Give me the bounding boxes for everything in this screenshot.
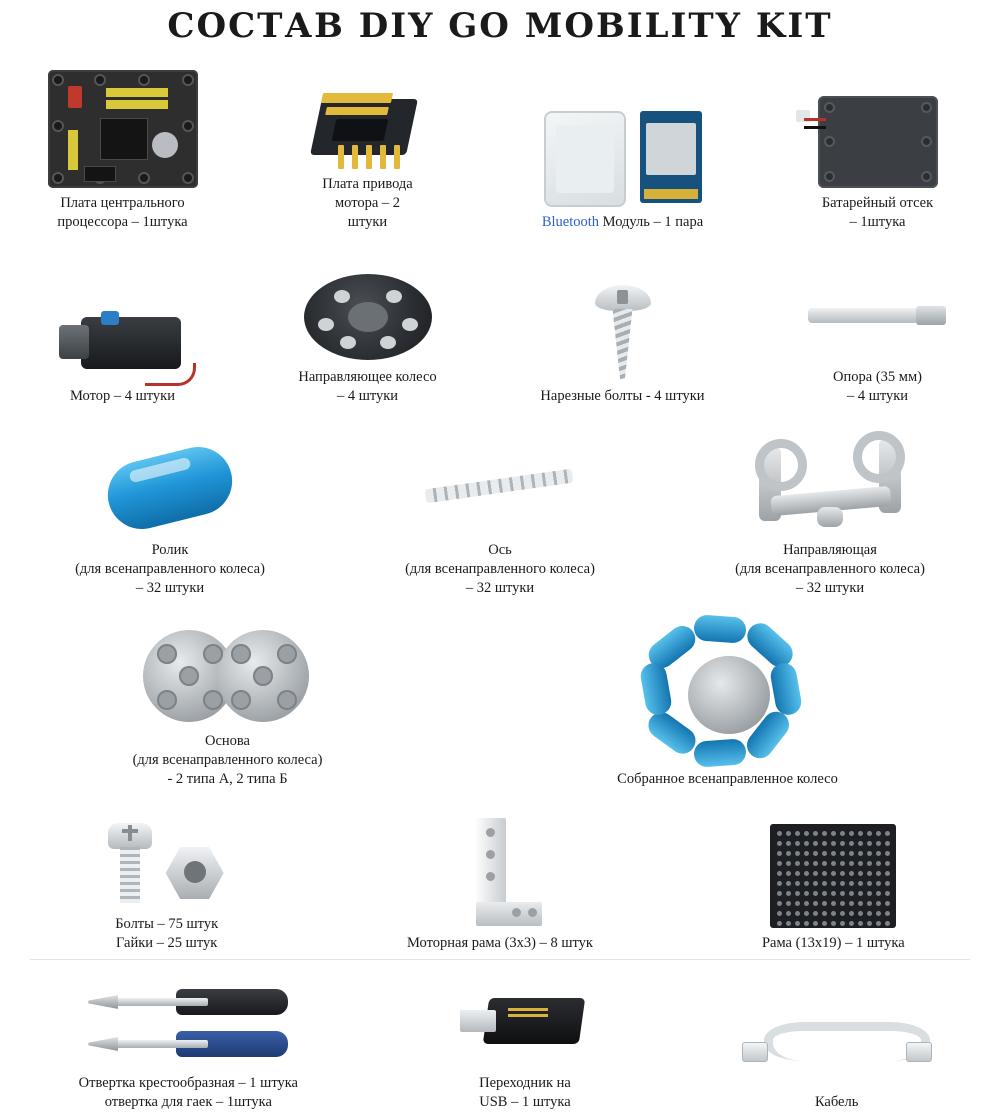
frame-hole <box>840 921 845 926</box>
phillips-screwdriver-graphic <box>88 989 288 1015</box>
frame-hole <box>822 881 827 886</box>
frame-hole <box>831 861 836 866</box>
self-tapping-bolt-image <box>595 285 651 381</box>
bluetooth-case-graphic <box>544 111 626 207</box>
motor-driver-graphic <box>308 83 428 169</box>
item-bluetooth-module <box>508 111 738 232</box>
item-standoff <box>773 270 983 406</box>
frame-hole <box>876 831 881 836</box>
guide-wheel-image <box>304 274 432 362</box>
frame-hole <box>813 831 818 836</box>
frame-hole <box>831 851 836 856</box>
frame-hole <box>786 881 791 886</box>
frame-hole <box>831 911 836 916</box>
frame-hole <box>786 871 791 876</box>
battery-caption: Батарейный отсек – 1штука <box>821 195 934 230</box>
frame-hole <box>795 901 800 906</box>
frame-hole <box>858 891 863 896</box>
frame-hole <box>822 851 827 856</box>
row-wheel-assembly <box>0 604 1000 789</box>
axle-caption: Ось (для всенаправленного колеса) – 32 штуки <box>405 542 595 596</box>
frame-hole <box>777 911 782 916</box>
bluetooth-board-graphic <box>640 111 702 203</box>
frame-hole <box>876 861 881 866</box>
item-roller <box>20 443 320 598</box>
bluetooth-caption: Bluetooth Модуль – 1 пара <box>541 214 704 230</box>
frame-hole <box>795 851 800 856</box>
frame-hole <box>795 921 800 926</box>
frame-hole <box>885 881 890 886</box>
wheel-base-image <box>143 626 313 726</box>
roller-caption: Ролик (для всенаправленного колеса) – 32 штуки <box>75 542 265 596</box>
frame-hole <box>786 901 791 906</box>
standoff-image <box>808 270 948 362</box>
frame-hole <box>804 861 809 866</box>
item-cable <box>697 997 977 1112</box>
usb-adapter-caption: Переходник на USB – 1 штука <box>479 1075 571 1110</box>
self-tapping-bolts-caption: Нарезные болты - 4 штуки <box>540 388 705 404</box>
mecanum-wheel-caption: Собранное всенаправленное колесо <box>617 771 838 787</box>
mecanum-wheel-graphic <box>638 614 818 774</box>
frame-hole <box>840 911 845 916</box>
frame-hole <box>804 851 809 856</box>
frame-hole <box>849 881 854 886</box>
cpu-board-image <box>48 70 198 188</box>
frame-hole <box>813 881 818 886</box>
frame-hole <box>822 871 827 876</box>
guide-wheel-caption: Направляющее колесо – 4 штуки <box>298 369 437 404</box>
frame-hole <box>867 841 872 846</box>
roller-graphic <box>107 454 233 524</box>
frame-hole <box>804 871 809 876</box>
screwdrivers-image <box>88 978 288 1068</box>
battery-image <box>818 96 938 188</box>
frame-hole <box>885 841 890 846</box>
frame-hole <box>849 921 854 926</box>
item-frame-plate <box>683 812 983 953</box>
cpu-board-caption: Плата центрального процессора – 1штука <box>57 195 188 230</box>
frame-hole <box>795 891 800 896</box>
frame-hole <box>849 871 854 876</box>
cable-graphic <box>742 1016 932 1068</box>
frame-hole <box>858 831 863 836</box>
guide-bracket-graphic <box>755 437 905 533</box>
item-screwdrivers <box>23 978 353 1112</box>
frame-hole <box>813 841 818 846</box>
guide-bracket-image <box>755 435 905 535</box>
item-assembled-mecanum-wheel <box>518 624 938 789</box>
cable-image <box>742 997 932 1087</box>
frame-hole <box>831 871 836 876</box>
usb-adapter-image <box>460 978 590 1068</box>
frame-hole <box>849 891 854 896</box>
frame-hole <box>867 881 872 886</box>
frame-hole <box>786 851 791 856</box>
frame-hole <box>867 921 872 926</box>
frame-hole <box>840 901 845 906</box>
frame-hole <box>822 901 827 906</box>
frame-hole <box>858 851 863 856</box>
frame-hole <box>867 871 872 876</box>
frame-hole <box>867 901 872 906</box>
row-fasteners-frames <box>0 793 1000 953</box>
frame-hole <box>840 831 845 836</box>
frame-hole <box>813 901 818 906</box>
frame-hole <box>876 921 881 926</box>
frame-hole <box>822 911 827 916</box>
motor-image <box>53 311 193 381</box>
nut-driver-graphic <box>88 1031 288 1057</box>
frame-hole <box>858 911 863 916</box>
frame-hole <box>840 861 845 866</box>
item-motor <box>18 311 228 406</box>
frame-hole <box>840 871 845 876</box>
wheel-base-caption: Основа (для всенаправленного колеса) - 2 типа А, 2 типа Б <box>132 733 323 787</box>
frame-hole <box>885 851 890 856</box>
frame-hole <box>813 891 818 896</box>
item-self-tapping-bolts <box>508 285 738 406</box>
frame-hole <box>849 851 854 856</box>
frame-hole <box>849 911 854 916</box>
frame-hole <box>822 891 827 896</box>
bolts-nuts-graphic <box>92 821 242 909</box>
cpu-board-graphic <box>48 70 198 188</box>
frame-hole <box>876 871 881 876</box>
frame-hole <box>831 901 836 906</box>
motor-caption: Мотор – 4 штуки <box>70 388 175 404</box>
frame-hole <box>885 861 890 866</box>
motor-frame-graphic <box>454 818 546 928</box>
item-wheel-base <box>63 626 393 789</box>
frame-hole <box>804 891 809 896</box>
frame-hole <box>831 891 836 896</box>
frame-hole <box>795 871 800 876</box>
frame-hole <box>858 841 863 846</box>
item-axle <box>360 443 640 598</box>
axle-graphic <box>425 469 575 509</box>
motor-frame-image <box>454 812 546 928</box>
item-bolts-nuts <box>17 813 317 953</box>
frame-hole <box>876 911 881 916</box>
frame-hole <box>876 841 881 846</box>
bolts-nuts-image <box>92 813 242 909</box>
motor-graphic <box>53 311 193 381</box>
frame-hole <box>876 851 881 856</box>
screwdrivers-caption: Отвертка крестообразная – 1 штука отвертка для гаек – 1штука <box>78 1075 298 1110</box>
row-omni-parts <box>0 418 1000 598</box>
frame-hole <box>876 891 881 896</box>
frame-hole <box>840 841 845 846</box>
item-motor-frame <box>350 812 650 953</box>
frame-hole <box>876 901 881 906</box>
frame-hole <box>867 911 872 916</box>
frame-hole <box>867 861 872 866</box>
bluetooth-image <box>544 111 702 207</box>
frame-hole <box>876 881 881 886</box>
item-cpu-board <box>18 70 228 232</box>
mecanum-wheel-image <box>638 624 818 764</box>
frame-hole <box>885 831 890 836</box>
frame-hole <box>885 911 890 916</box>
frame-hole <box>885 871 890 876</box>
standoff-caption: Опора (35 мм) – 4 штуки <box>833 369 922 404</box>
frame-hole <box>885 901 890 906</box>
guide-wheel-graphic <box>304 274 432 362</box>
battery-graphic <box>818 96 938 188</box>
frame-hole <box>813 861 818 866</box>
frame-hole <box>822 831 827 836</box>
frame-hole <box>813 851 818 856</box>
frame-hole <box>822 841 827 846</box>
frame-hole <box>804 841 809 846</box>
frame-hole <box>813 871 818 876</box>
frame-plate-image <box>770 812 896 928</box>
frame-hole <box>849 901 854 906</box>
frame-hole <box>804 921 809 926</box>
frame-hole <box>831 841 836 846</box>
frame-hole <box>777 851 782 856</box>
frame-hole <box>795 911 800 916</box>
frame-hole <box>885 921 890 926</box>
row-components-boards <box>0 62 1000 232</box>
frame-hole <box>840 851 845 856</box>
frame-hole <box>786 841 791 846</box>
frame-hole <box>786 921 791 926</box>
motor-frame-caption: Моторная рама (3x3) – 8 штук <box>407 935 593 951</box>
wheel-base-graphic <box>143 628 313 724</box>
frame-plate-graphic <box>770 824 896 928</box>
roller-image <box>107 443 233 535</box>
self-tapping-bolt-graphic <box>595 285 651 381</box>
frame-hole <box>795 881 800 886</box>
frame-hole <box>786 891 791 896</box>
axle-image <box>425 443 575 535</box>
usb-adapter-graphic <box>460 992 590 1054</box>
frame-hole <box>804 911 809 916</box>
frame-hole <box>813 911 818 916</box>
bolts-nuts-caption: Болты – 75 штук Гайки – 25 штук <box>115 916 219 951</box>
frame-hole <box>858 861 863 866</box>
frame-hole <box>867 851 872 856</box>
frame-hole <box>795 861 800 866</box>
row-motors-wheels <box>0 246 1000 406</box>
frame-plate-caption: Рама (13x19) – 1 штука <box>761 935 905 951</box>
frame-hole <box>831 921 836 926</box>
frame-hole <box>822 921 827 926</box>
section-divider <box>30 959 970 960</box>
guide-bracket-caption: Направляющая (для всенаправленного колеса) – 32 штуки <box>735 542 925 596</box>
item-guide-wheel <box>263 274 473 406</box>
item-usb-adapter <box>400 978 650 1112</box>
frame-hole <box>822 861 827 866</box>
frame-hole <box>813 921 818 926</box>
frame-hole <box>840 891 845 896</box>
frame-hole <box>849 861 854 866</box>
frame-hole <box>786 861 791 866</box>
frame-hole <box>867 831 872 836</box>
standoff-graphic <box>808 304 948 328</box>
frame-hole <box>840 881 845 886</box>
row-tools <box>0 972 1000 1112</box>
frame-hole <box>786 911 791 916</box>
frame-hole <box>867 891 872 896</box>
item-motor-driver-board <box>263 83 473 232</box>
frame-hole <box>831 881 836 886</box>
frame-hole <box>777 881 782 886</box>
frame-hole <box>858 901 863 906</box>
frame-hole <box>777 831 782 836</box>
frame-hole <box>804 901 809 906</box>
frame-hole <box>795 831 800 836</box>
frame-hole <box>849 841 854 846</box>
frame-hole <box>777 861 782 866</box>
frame-hole <box>858 881 863 886</box>
frame-hole <box>885 891 890 896</box>
frame-hole <box>858 871 863 876</box>
frame-hole <box>777 841 782 846</box>
motor-driver-image <box>308 83 428 169</box>
frame-hole <box>804 881 809 886</box>
motor-driver-caption: Плата привода мотора – 2 штуки <box>322 176 413 230</box>
frame-hole <box>849 831 854 836</box>
frame-hole <box>804 831 809 836</box>
item-battery-compartment <box>773 96 983 232</box>
frame-hole <box>777 921 782 926</box>
frame-hole <box>831 831 836 836</box>
cable-caption: Кабель <box>814 1094 859 1110</box>
frame-hole <box>795 841 800 846</box>
item-guide-bracket <box>680 435 980 598</box>
frame-hole <box>777 901 782 906</box>
frame-hole <box>777 891 782 896</box>
frame-hole <box>858 921 863 926</box>
frame-hole <box>777 871 782 876</box>
frame-hole <box>786 831 791 836</box>
page-title: СОСТАВ DIY GO MOBILITY KIT <box>167 6 833 46</box>
